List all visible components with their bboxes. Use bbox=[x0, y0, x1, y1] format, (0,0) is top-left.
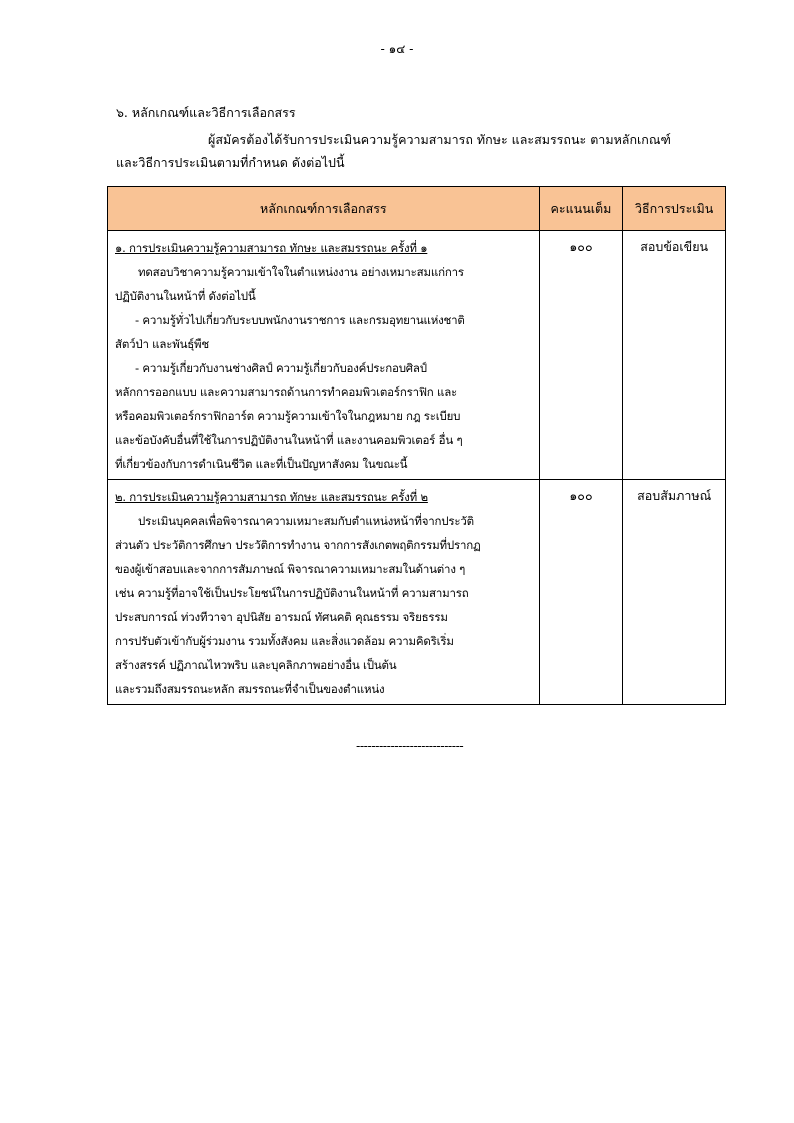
table-row bbox=[108, 231, 726, 480]
intro-line: และวิธีการประเมินตามที่กำหนด ดังต่อไปนี้ bbox=[116, 155, 345, 170]
score-cell: ๑๐๐ bbox=[539, 480, 623, 705]
header-method: วิธีการประเมิน bbox=[623, 187, 726, 231]
criteria-line: ประเมินบุคคลเพื่อพิจารณาความเหมาะสมกับตำแหน่งหน้าที่จากประวัติ bbox=[138, 514, 474, 528]
section-heading: ๖. หลักเกณฑ์และวิธีการเลือกสรร bbox=[116, 105, 296, 120]
criteria-line: ทดสอบวิชาความรู้ความเข้าใจในตำแหน่งงาน อย่างเหมาะสมแก่การ bbox=[138, 265, 464, 279]
header-criteria: หลักเกณฑ์การเลือกสรร bbox=[108, 187, 540, 231]
criteria-line: การปรับตัวเข้ากับผู้ร่วมงาน รวมทั้งสังคม และสิ่งแวดล้อม ความคิดริเริ่ม bbox=[115, 634, 454, 648]
page-number: - ๑๔ - bbox=[380, 42, 414, 56]
header-score: คะแนนเต็ม bbox=[539, 187, 623, 231]
method-cell: สอบข้อเขียน bbox=[623, 231, 726, 480]
criteria-cell bbox=[108, 480, 540, 705]
criteria-line: - ความรู้เกี่ยวกับงานช่างศิลป์ ความรู้เกี่ยวกับองค์ประกอบศิลป์ bbox=[135, 361, 427, 375]
criteria-line: สร้างสรรค์ ปฏิภาณไหวพริบ และบุคลิกภาพอย่างอื่น เป็นต้น bbox=[115, 658, 397, 672]
criteria-line: สัตว์ป่า และพันธุ์พืช bbox=[115, 337, 210, 351]
criteria-line: ที่เกี่ยวข้องกับการดำเนินชีวิต และที่เป็นปัญหาสังคม ในขณะนี้ bbox=[115, 457, 408, 471]
criteria-line: เช่น ความรู้ที่อาจใช้เป็นประโยชน์ในการปฏิบัติงานในหน้าที่ ความสามารถ bbox=[115, 586, 469, 600]
criteria-line: หลักการออกแบบ และความสามารถด้านการทำคอมพิวเตอร์กราฟิก และ bbox=[115, 385, 458, 399]
intro-line: ผู้สมัครต้องได้รับการประเมินความรู้ความสามารถ ทักษะ และสมรรถนะ ตามหลักเกณฑ์ bbox=[208, 132, 671, 147]
criteria-line: หรือคอมพิวเตอร์กราฟิกอาร์ต ความรู้ความเข้าใจในกฎหมาย กฎ ระเบียบ bbox=[115, 409, 461, 423]
criteria-line: - ความรู้ทั่วไปเกี่ยวกับระบบพนักงานราชการ และกรมอุทยานแห่งชาติ bbox=[135, 313, 465, 327]
intro-paragraph bbox=[116, 128, 716, 174]
criteria-title: ๒. การประเมินความรู้ความสามารถ ทักษะ และสมรรถนะ ครั้งที่ ๒ bbox=[115, 490, 428, 504]
criteria-line: ประสบการณ์ ท่วงทีวาจา อุปนิสัย อารมณ์ ทัศนคติ คุณธรรม จริยธรรม bbox=[115, 610, 448, 624]
criteria-line: และข้อบังคับอื่นที่ใช้ในการปฏิบัติงานในหน้าที่ และงานคอมพิวเตอร์ อื่น ๆ bbox=[115, 433, 463, 447]
criteria-table bbox=[107, 186, 726, 705]
criteria-line: ส่วนตัว ประวัติการศึกษา ประวัติการทำงาน จากการสังเกตพฤติกรรมที่ปรากฏ bbox=[115, 538, 481, 552]
method-cell: สอบสัมภาษณ์ bbox=[623, 480, 726, 705]
criteria-line: ปฏิบัติงานในหน้าที่ ดังต่อไปนี้ bbox=[115, 289, 256, 303]
end-rule: ---------------------------- bbox=[356, 739, 464, 753]
score-cell: ๑๐๐ bbox=[539, 231, 623, 480]
criteria-line: ของผู้เข้าสอบและจากการสัมภาษณ์ พิจารณาความเหมาะสมในด้านต่าง ๆ bbox=[115, 562, 466, 576]
table-header-row bbox=[108, 187, 726, 231]
criteria-line: และรวมถึงสมรรถนะหลัก สมรรถนะที่จำเป็นของตำแหน่ง bbox=[115, 682, 385, 696]
table-row bbox=[108, 480, 726, 705]
criteria-cell bbox=[108, 231, 540, 480]
criteria-title: ๑. การประเมินความรู้ความสามารถ ทักษะ และสมรรถนะ ครั้งที่ ๑ bbox=[115, 241, 428, 255]
